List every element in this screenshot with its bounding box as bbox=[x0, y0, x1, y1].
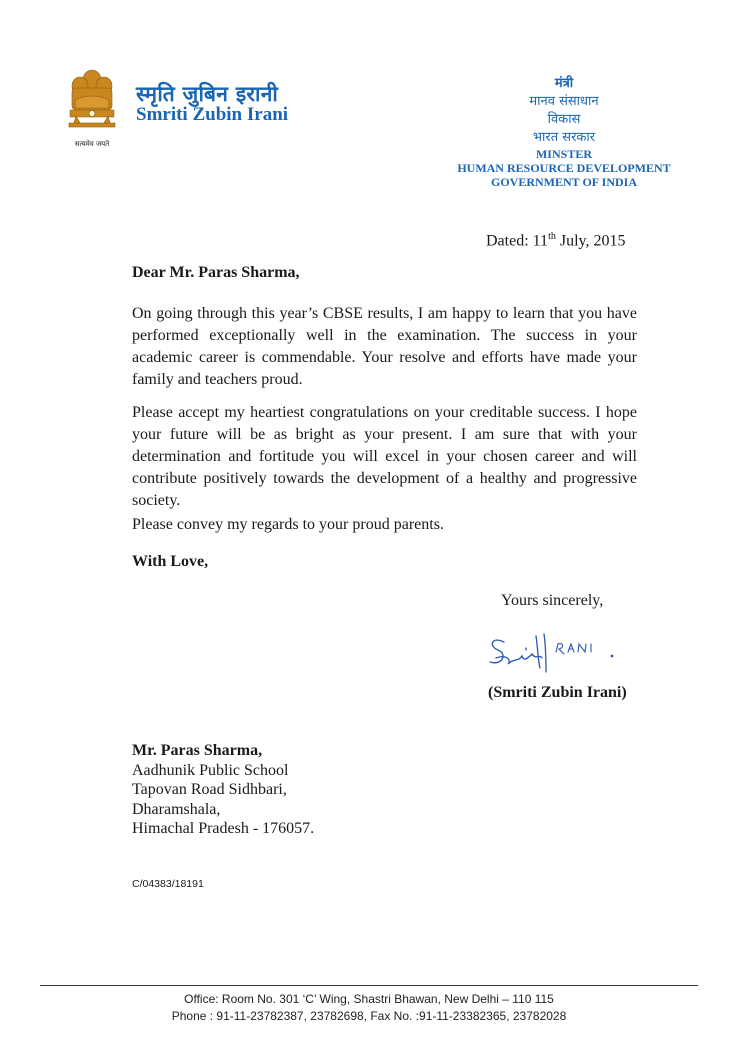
body-paragraph: Please accept my heartiest congratulations on your creditable success. I hope your future will be as bright as your present. I am sure that with your determination and fortitude you will excel in your chosen career and will contribute positively towards the development of a healthy and progressive society. bbox=[132, 404, 637, 509]
title-english-line: MINSTER bbox=[535, 147, 592, 161]
sign-off: Yours sincerely, bbox=[501, 592, 604, 609]
national-emblem-icon bbox=[62, 66, 122, 156]
footer-divider bbox=[40, 985, 698, 986]
letter-date bbox=[486, 231, 625, 250]
salutation: Dear Mr. Paras Sharma, bbox=[132, 264, 300, 281]
address-line: Aadhunik Public School bbox=[132, 761, 289, 779]
closing: With Love, bbox=[132, 553, 209, 570]
date-rest: July, 2015 bbox=[555, 232, 626, 250]
minister-title-block bbox=[434, 75, 694, 189]
body-paragraph: On going through this year’s CBSE results, I am happy to learn that you have performed exceptionally well in the examination. The success in your academic career is commendable. Your resolve and efforts have made your family and teachers proud. bbox=[132, 305, 637, 388]
title-hindi-line: मंत्री bbox=[554, 76, 574, 91]
footer bbox=[0, 991, 738, 1025]
title-english-line: HUMAN RESOURCE DEVELOPMENT bbox=[457, 161, 671, 175]
minister-name-english: Smriti Zubin Irani bbox=[136, 104, 289, 125]
address-line: Tapovan Road Sidhbari, bbox=[132, 781, 287, 798]
footer-office: Office: Room No. 301 ‘C’ Wing, Shastri Bhawan, New Delhi – 110 115 bbox=[184, 992, 554, 1006]
title-hindi-line: मानव संसाधान bbox=[529, 94, 599, 109]
title-english-line: GOVERNMENT OF INDIA bbox=[490, 175, 637, 189]
body-paragraph: Please convey my regards to your proud parents. bbox=[132, 516, 444, 533]
address-line: Dharamshala, bbox=[132, 800, 221, 818]
reference-number: C/04383/18191 bbox=[132, 878, 204, 890]
date-ordinal: th bbox=[548, 231, 556, 242]
address-line: Himachal Pradesh - 176057. bbox=[132, 820, 315, 837]
signatory-name: (Smriti Zubin Irani) bbox=[488, 684, 627, 701]
recipient-name: Mr. Paras Sharma, bbox=[132, 742, 263, 759]
emblem-motto: सत्यमेव जयते bbox=[74, 140, 110, 148]
handwritten-signature bbox=[482, 628, 622, 676]
date-prefix: Dated: 11 bbox=[486, 232, 549, 250]
footer-phone: Phone : 91-11-23782387, 23782698, Fax No. :91-11-23382365, 23782028 bbox=[171, 1009, 567, 1023]
title-hindi-line: भारत सरकार bbox=[532, 130, 596, 145]
title-hindi-line: विकास bbox=[547, 112, 581, 127]
minister-name-hindi: स्मृति जुबिन इरानी bbox=[136, 82, 279, 106]
recipient-address bbox=[132, 741, 314, 839]
